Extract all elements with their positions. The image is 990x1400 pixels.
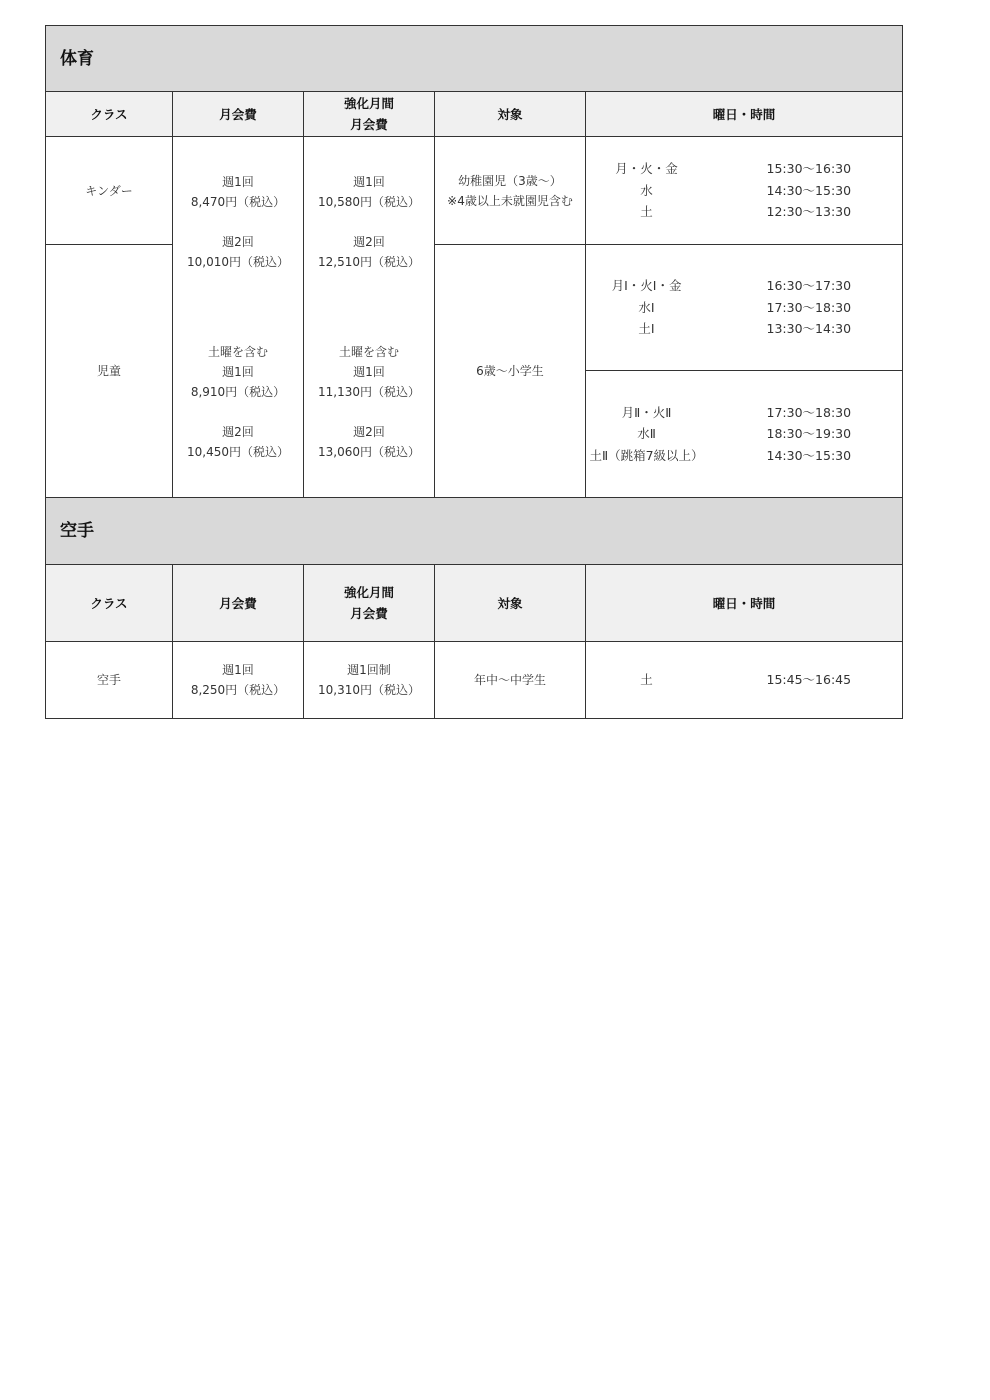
header-intensive-fee: 強化月間 月会費 [304, 92, 435, 137]
header-class: クラス [46, 565, 173, 642]
fee-sat-label: 土曜を含む [207, 345, 268, 359]
intensive-w2-price: 12,510円（税込） [318, 255, 420, 269]
intensive-sat-label: 土曜を含む [338, 345, 399, 359]
karate-table [45, 497, 903, 719]
schedule-day: 土Ⅰ [638, 321, 655, 337]
schedule-day: 土 [640, 672, 653, 688]
header-class: クラス [46, 92, 173, 137]
intensive-sat-w1-label: 週1回 [353, 365, 385, 379]
schedule-day: 月Ⅰ・火Ⅰ・金 [611, 278, 682, 294]
fee-w2-label: 週2回 [222, 235, 254, 249]
schedule-day: 水 [640, 182, 653, 198]
schedule-time: 17:30〜18:30 [766, 404, 852, 420]
header-fee: 月会費 [173, 92, 304, 137]
intensive-sat-w2-label: 週2回 [353, 425, 385, 439]
taiiku-table [45, 25, 903, 498]
schedule-kinder [586, 137, 903, 245]
schedule-time: 18:30〜19:30 [766, 426, 852, 442]
fee-karate: 週1回 8,250円（税込） [173, 642, 304, 719]
schedule-day: 月・火・金 [615, 161, 678, 177]
schedule-time: 13:30〜14:30 [766, 321, 852, 337]
fee-w1-price: 8,470円（税込） [190, 195, 286, 209]
target-kinder: 幼稚園児（3歳〜） ※4歳以上未就園児含む [435, 137, 586, 245]
fee-sat-w2-price: 10,450円（税込） [187, 445, 289, 459]
class-karate: 空手 [46, 642, 173, 719]
schedule-time: 14:30〜15:30 [766, 182, 852, 198]
section-title-taiiku: 体育 [46, 26, 903, 92]
header-schedule: 曜日・時間 [586, 565, 903, 642]
schedule-time: 12:30〜13:30 [766, 204, 852, 220]
schedule-time: 15:45〜16:45 [766, 672, 852, 688]
intensive-w1-label: 週1回 [353, 175, 385, 189]
schedule-karate [586, 642, 903, 719]
schedule-jido-1 [586, 245, 903, 371]
intensive-w1-price: 10,580円（税込） [318, 195, 420, 209]
fee-sat-w2-label: 週2回 [222, 425, 254, 439]
header-fee: 月会費 [173, 565, 304, 642]
header-target: 対象 [435, 92, 586, 137]
schedule-time: 16:30〜17:30 [766, 278, 852, 294]
intensive-fee-cell [304, 137, 435, 498]
fee-w2-price: 10,010円（税込） [187, 255, 289, 269]
schedule-day: 水Ⅰ [638, 299, 655, 315]
class-kinder: キンダー [46, 137, 173, 245]
intensive-sat-w2-price: 13,060円（税込） [318, 445, 420, 459]
schedule-day: 水Ⅱ [637, 426, 656, 442]
schedule-time: 15:30〜16:30 [766, 161, 852, 177]
schedule-time: 14:30〜15:30 [766, 447, 852, 463]
intensive-fee-karate: 週1回制 10,310円（税込） [304, 642, 435, 719]
schedule-jido-2 [586, 371, 903, 498]
intensive-sat-w1-price: 11,130円（税込） [318, 385, 420, 399]
header-intensive-fee: 強化月間 月会費 [304, 565, 435, 642]
schedule-day: 月Ⅱ・火Ⅱ [621, 404, 672, 420]
fee-w1-label: 週1回 [222, 175, 254, 189]
schedule-day: 土Ⅱ（跳箱7級以上） [589, 447, 704, 463]
class-jido: 児童 [46, 245, 173, 498]
schedule-time: 17:30〜18:30 [766, 299, 852, 315]
fee-sat-w1-price: 8,910円（税込） [190, 385, 286, 399]
fee-cell [173, 137, 304, 498]
header-schedule: 曜日・時間 [586, 92, 903, 137]
intensive-w2-label: 週2回 [353, 235, 385, 249]
section-title-karate: 空手 [46, 498, 903, 565]
target-jido: 6歳〜小学生 [435, 245, 586, 498]
target-karate: 年中〜中学生 [435, 642, 586, 719]
header-target: 対象 [435, 565, 586, 642]
fee-sat-w1-label: 週1回 [222, 365, 254, 379]
schedule-day: 土 [640, 204, 653, 220]
